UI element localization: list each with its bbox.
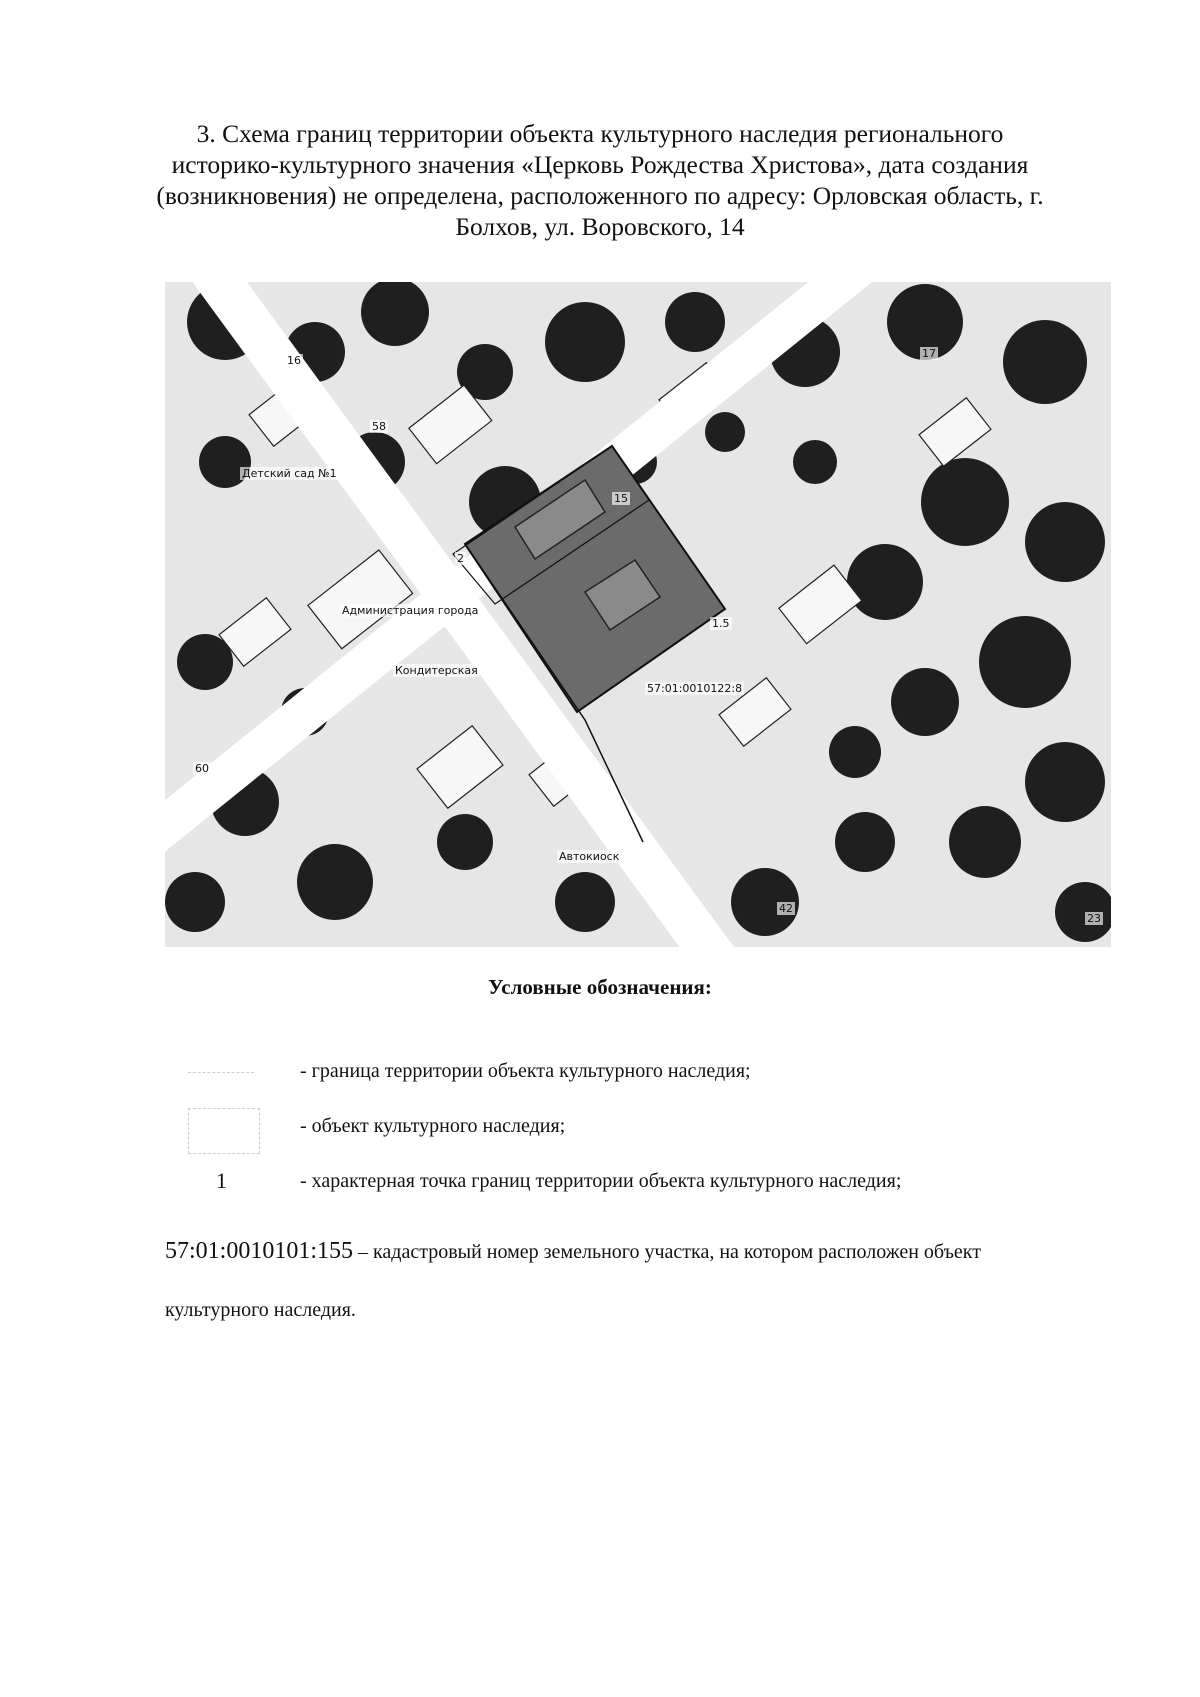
map-label-house-42: 42: [779, 902, 793, 915]
cadastral-number: 57:01:0010101:155: [165, 1238, 354, 1264]
satellite-map: [165, 282, 1111, 947]
map-canvas: [165, 282, 1111, 947]
map-label-point-15b: 1.5: [712, 617, 730, 630]
legend-symbol-boundary: [188, 1072, 254, 1073]
legend-symbol-point: 1: [216, 1168, 227, 1193]
legend-symbol-heritage-object: [188, 1108, 260, 1154]
legend-item-boundary: - граница территории объекта культурного наследия;: [300, 1060, 751, 1082]
map-label-house-17: 17: [922, 347, 936, 360]
map-label-house-60: 60: [195, 762, 209, 775]
cadastral-note: [165, 1222, 1085, 1339]
map-label-confectionery: Кондитерская: [395, 664, 478, 677]
map-label-point-2: 2: [457, 552, 464, 565]
legend-item-heritage-object: - объект культурного наследия;: [300, 1115, 566, 1137]
legend-title: Условные обозначения:: [488, 975, 712, 999]
map-label-point-15a: 15: [614, 492, 628, 505]
map-label-house-58: 58: [372, 420, 386, 433]
map-label-kindergarten: Детский сад №1: [242, 467, 337, 480]
map-label-house-23: 23: [1087, 912, 1101, 925]
page-title: 3. Схема границ территории объекта культурного наследия регионального историко-культурного значения «Церковь Рождества Христова», дата создания (возникновения) не определена, расположенного по адресу: Орловская область, г. Болхов, ул. Воровского, 14: [156, 119, 1044, 241]
map-label-bottom-shop: Автокиоск: [559, 850, 620, 863]
cadastral-description: – кадастровый номер земельного участка, на котором расположен объект культурного наследия.: [165, 1241, 981, 1321]
map-label-cadastral: 57:01:0010122:8: [647, 682, 743, 695]
map-label-administration: Администрация города: [342, 604, 479, 617]
map-label-house-16: 16: [287, 354, 301, 367]
legend-item-point: - характерная точка границ территории объекта культурного наследия;: [300, 1170, 902, 1192]
